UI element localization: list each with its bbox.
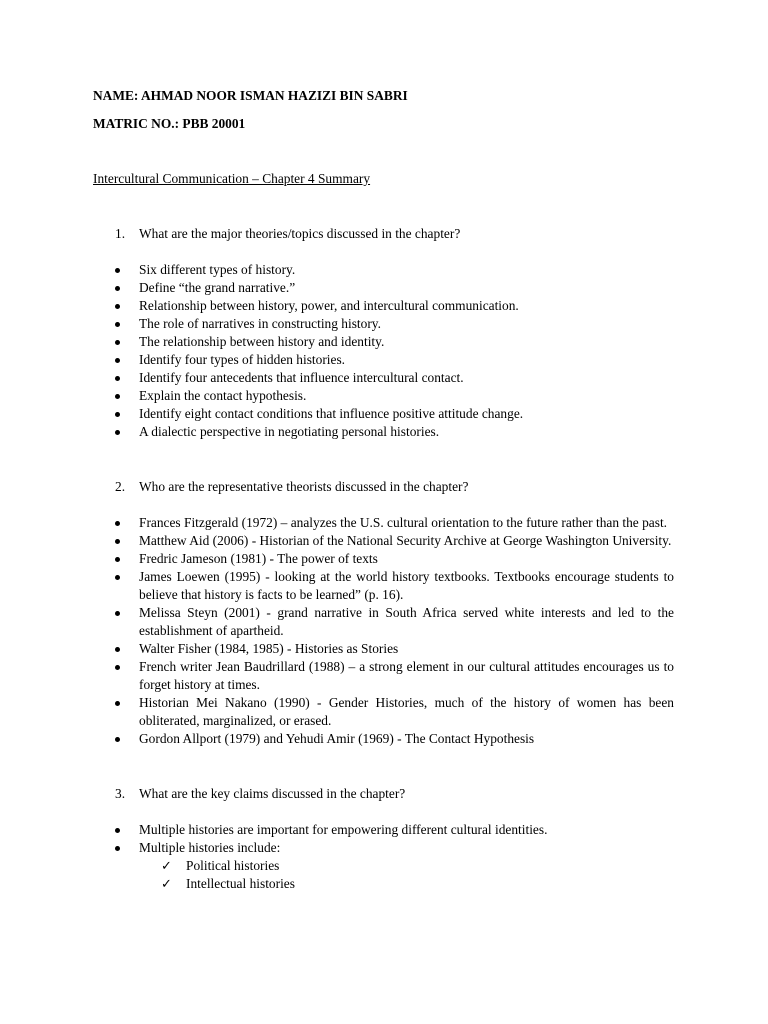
bullet-dot-icon bbox=[115, 412, 120, 417]
bullet-dot-icon bbox=[115, 430, 120, 435]
list-item bbox=[93, 568, 674, 604]
list-item bbox=[93, 315, 674, 333]
bullet-dot-icon bbox=[115, 376, 120, 381]
bullet-dot-icon bbox=[115, 358, 120, 363]
list-item-text: James Loewen (1995) - looking at the world history textbooks. Textbooks encourage students to believe that history is facts to be learned” (p. 16). bbox=[139, 569, 674, 602]
list-item-text: Multiple histories include: bbox=[139, 840, 281, 855]
question-text: Who are the representative theorists discussed in the chapter? bbox=[139, 479, 469, 494]
bullet-dot-icon bbox=[115, 737, 120, 742]
list-item-text: Melissa Steyn (2001) - grand narrative in South Africa served white interests and led to the establishment of apartheid. bbox=[139, 605, 674, 638]
list-item bbox=[93, 532, 674, 550]
bullet-dot-icon bbox=[115, 647, 120, 652]
document-page bbox=[93, 87, 674, 893]
q2-bullet-list bbox=[93, 514, 674, 748]
list-item-text: Six different types of history. bbox=[139, 262, 296, 277]
list-item-text: Fredric Jameson (1981) - The power of texts bbox=[139, 551, 378, 566]
list-item-text: Frances Fitzgerald (1972) – analyzes the U.S. cultural orientation to the future rather than the past. bbox=[139, 515, 668, 530]
list-item-text: The role of narratives in constructing history. bbox=[139, 316, 381, 331]
list-item bbox=[93, 261, 674, 279]
list-item bbox=[93, 604, 674, 640]
question-1 bbox=[93, 225, 674, 243]
list-item bbox=[93, 297, 674, 315]
list-item bbox=[93, 640, 674, 658]
list-item bbox=[93, 333, 674, 351]
list-item bbox=[93, 369, 674, 387]
list-item bbox=[93, 730, 674, 748]
q1-bullet-list bbox=[93, 261, 674, 441]
list-item bbox=[93, 405, 674, 423]
bullet-dot-icon bbox=[115, 286, 120, 291]
bullet-dot-icon bbox=[115, 846, 120, 851]
bullet-dot-icon bbox=[115, 665, 120, 670]
checkmark-icon: ✓ bbox=[161, 876, 172, 891]
list-item bbox=[93, 514, 674, 532]
list-item-text: Explain the contact hypothesis. bbox=[139, 388, 307, 403]
list-item-text: French writer Jean Baudrillard (1988) – a strong element in our cultural attitudes encourages us to forget history at times. bbox=[139, 659, 674, 692]
bullet-dot-icon bbox=[115, 575, 120, 580]
question-text: What are the key claims discussed in the chapter? bbox=[139, 786, 406, 801]
list-item bbox=[93, 387, 674, 405]
check-list-item-text: Political histories bbox=[186, 858, 280, 873]
bullet-dot-icon bbox=[115, 521, 120, 526]
q3-check-list bbox=[93, 857, 674, 893]
list-item-text: Relationship between history, power, and intercultural communication. bbox=[139, 298, 519, 313]
question-2 bbox=[93, 478, 674, 496]
list-item bbox=[93, 658, 674, 694]
list-item-text: Multiple histories are important for empowering different cultural identities. bbox=[139, 822, 548, 837]
checkmark-icon: ✓ bbox=[161, 858, 172, 873]
bullet-dot-icon bbox=[115, 394, 120, 399]
question-text: What are the major theories/topics discussed in the chapter? bbox=[139, 226, 461, 241]
list-item-text: Identify four antecedents that influence intercultural contact. bbox=[139, 370, 464, 385]
bullet-dot-icon bbox=[115, 268, 120, 273]
list-item-text: Define “the grand narrative.” bbox=[139, 280, 296, 295]
bullet-dot-icon bbox=[115, 611, 120, 616]
bullet-dot-icon bbox=[115, 539, 120, 544]
bullet-dot-icon bbox=[115, 304, 120, 309]
list-item bbox=[93, 550, 674, 568]
list-item-text: Identify four types of hidden histories. bbox=[139, 352, 346, 367]
list-item bbox=[93, 821, 674, 839]
bullet-dot-icon bbox=[115, 322, 120, 327]
list-item-text: Walter Fisher (1984, 1985) - Histories as Stories bbox=[139, 641, 399, 656]
question-number: 3. bbox=[115, 786, 126, 801]
question-number: 1. bbox=[115, 226, 126, 241]
bullet-dot-icon bbox=[115, 828, 120, 833]
document-title: Intercultural Communication – Chapter 4 Summary bbox=[93, 171, 371, 186]
list-item-text: Identify eight contact conditions that influence positive attitude change. bbox=[139, 406, 524, 421]
bullet-dot-icon bbox=[115, 340, 120, 345]
list-item bbox=[93, 351, 674, 369]
list-item-text: The relationship between history and identity. bbox=[139, 334, 385, 349]
student-name: NAME: AHMAD NOOR ISMAN HAZIZI BIN SABRI bbox=[93, 88, 408, 103]
check-list-item bbox=[93, 857, 674, 875]
q3-bullet-list bbox=[93, 821, 674, 857]
list-item bbox=[93, 694, 674, 730]
bullet-dot-icon bbox=[115, 557, 120, 562]
matric-number: MATRIC NO.: PBB 20001 bbox=[93, 116, 246, 131]
question-number: 2. bbox=[115, 479, 126, 494]
list-item bbox=[93, 423, 674, 441]
list-item bbox=[93, 279, 674, 297]
list-item-text: Matthew Aid (2006) - Historian of the National Security Archive at George Washington University. bbox=[139, 533, 672, 548]
question-3 bbox=[93, 785, 674, 803]
bullet-dot-icon bbox=[115, 701, 120, 706]
list-item-text: Gordon Allport (1979) and Yehudi Amir (1969) - The Contact Hypothesis bbox=[139, 731, 535, 746]
list-item-text: Historian Mei Nakano (1990) - Gender Histories, much of the history of women has been obliterated, marginalized, or erased. bbox=[139, 695, 674, 728]
list-item-text: A dialectic perspective in negotiating personal histories. bbox=[139, 424, 440, 439]
check-list-item-text: Intellectual histories bbox=[186, 876, 295, 891]
list-item bbox=[93, 839, 674, 857]
check-list-item bbox=[93, 875, 674, 893]
